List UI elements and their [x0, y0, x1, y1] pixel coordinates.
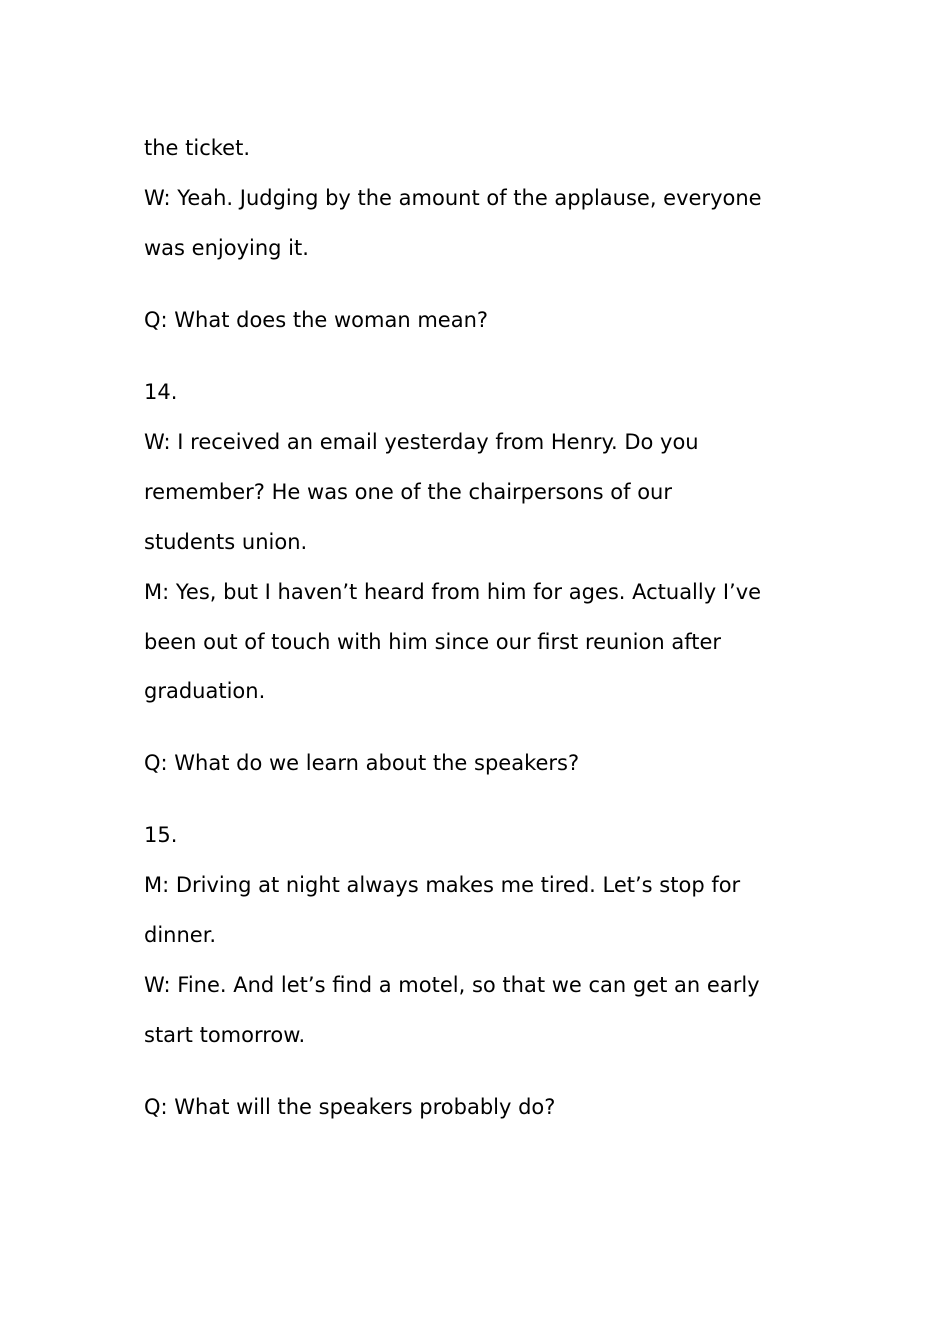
- text-line: been out of touch with him since our first reunion after: [144, 630, 722, 654]
- text-line: M: Yes, but I haven’t heard from him for ages. Actually I’ve: [144, 580, 762, 604]
- text-line: students union.: [144, 530, 308, 554]
- text-line: M: Driving at night always makes me tired. Let’s stop for: [144, 873, 741, 897]
- question-line: Q: What do we learn about the speakers?: [144, 751, 580, 775]
- text-line: was enjoying it.: [144, 236, 309, 260]
- text-line: W: I received an email yesterday from Henry. Do you: [144, 430, 699, 454]
- item-number: 14.: [144, 380, 178, 404]
- question-line: Q: What does the woman mean?: [144, 308, 489, 332]
- text-line: dinner.: [144, 923, 217, 947]
- text-line: W: Yeah. Judging by the amount of the applause, everyone: [144, 186, 762, 210]
- text-line: graduation.: [144, 679, 266, 703]
- text-line: the ticket.: [144, 136, 250, 160]
- item-number: 15.: [144, 823, 178, 847]
- text-line: start tomorrow.: [144, 1023, 306, 1047]
- question-line: Q: What will the speakers probably do?: [144, 1095, 556, 1119]
- text-line: remember? He was one of the chairpersons of our: [144, 480, 672, 504]
- text-line: W: Fine. And let’s find a motel, so that we can get an early: [144, 973, 760, 997]
